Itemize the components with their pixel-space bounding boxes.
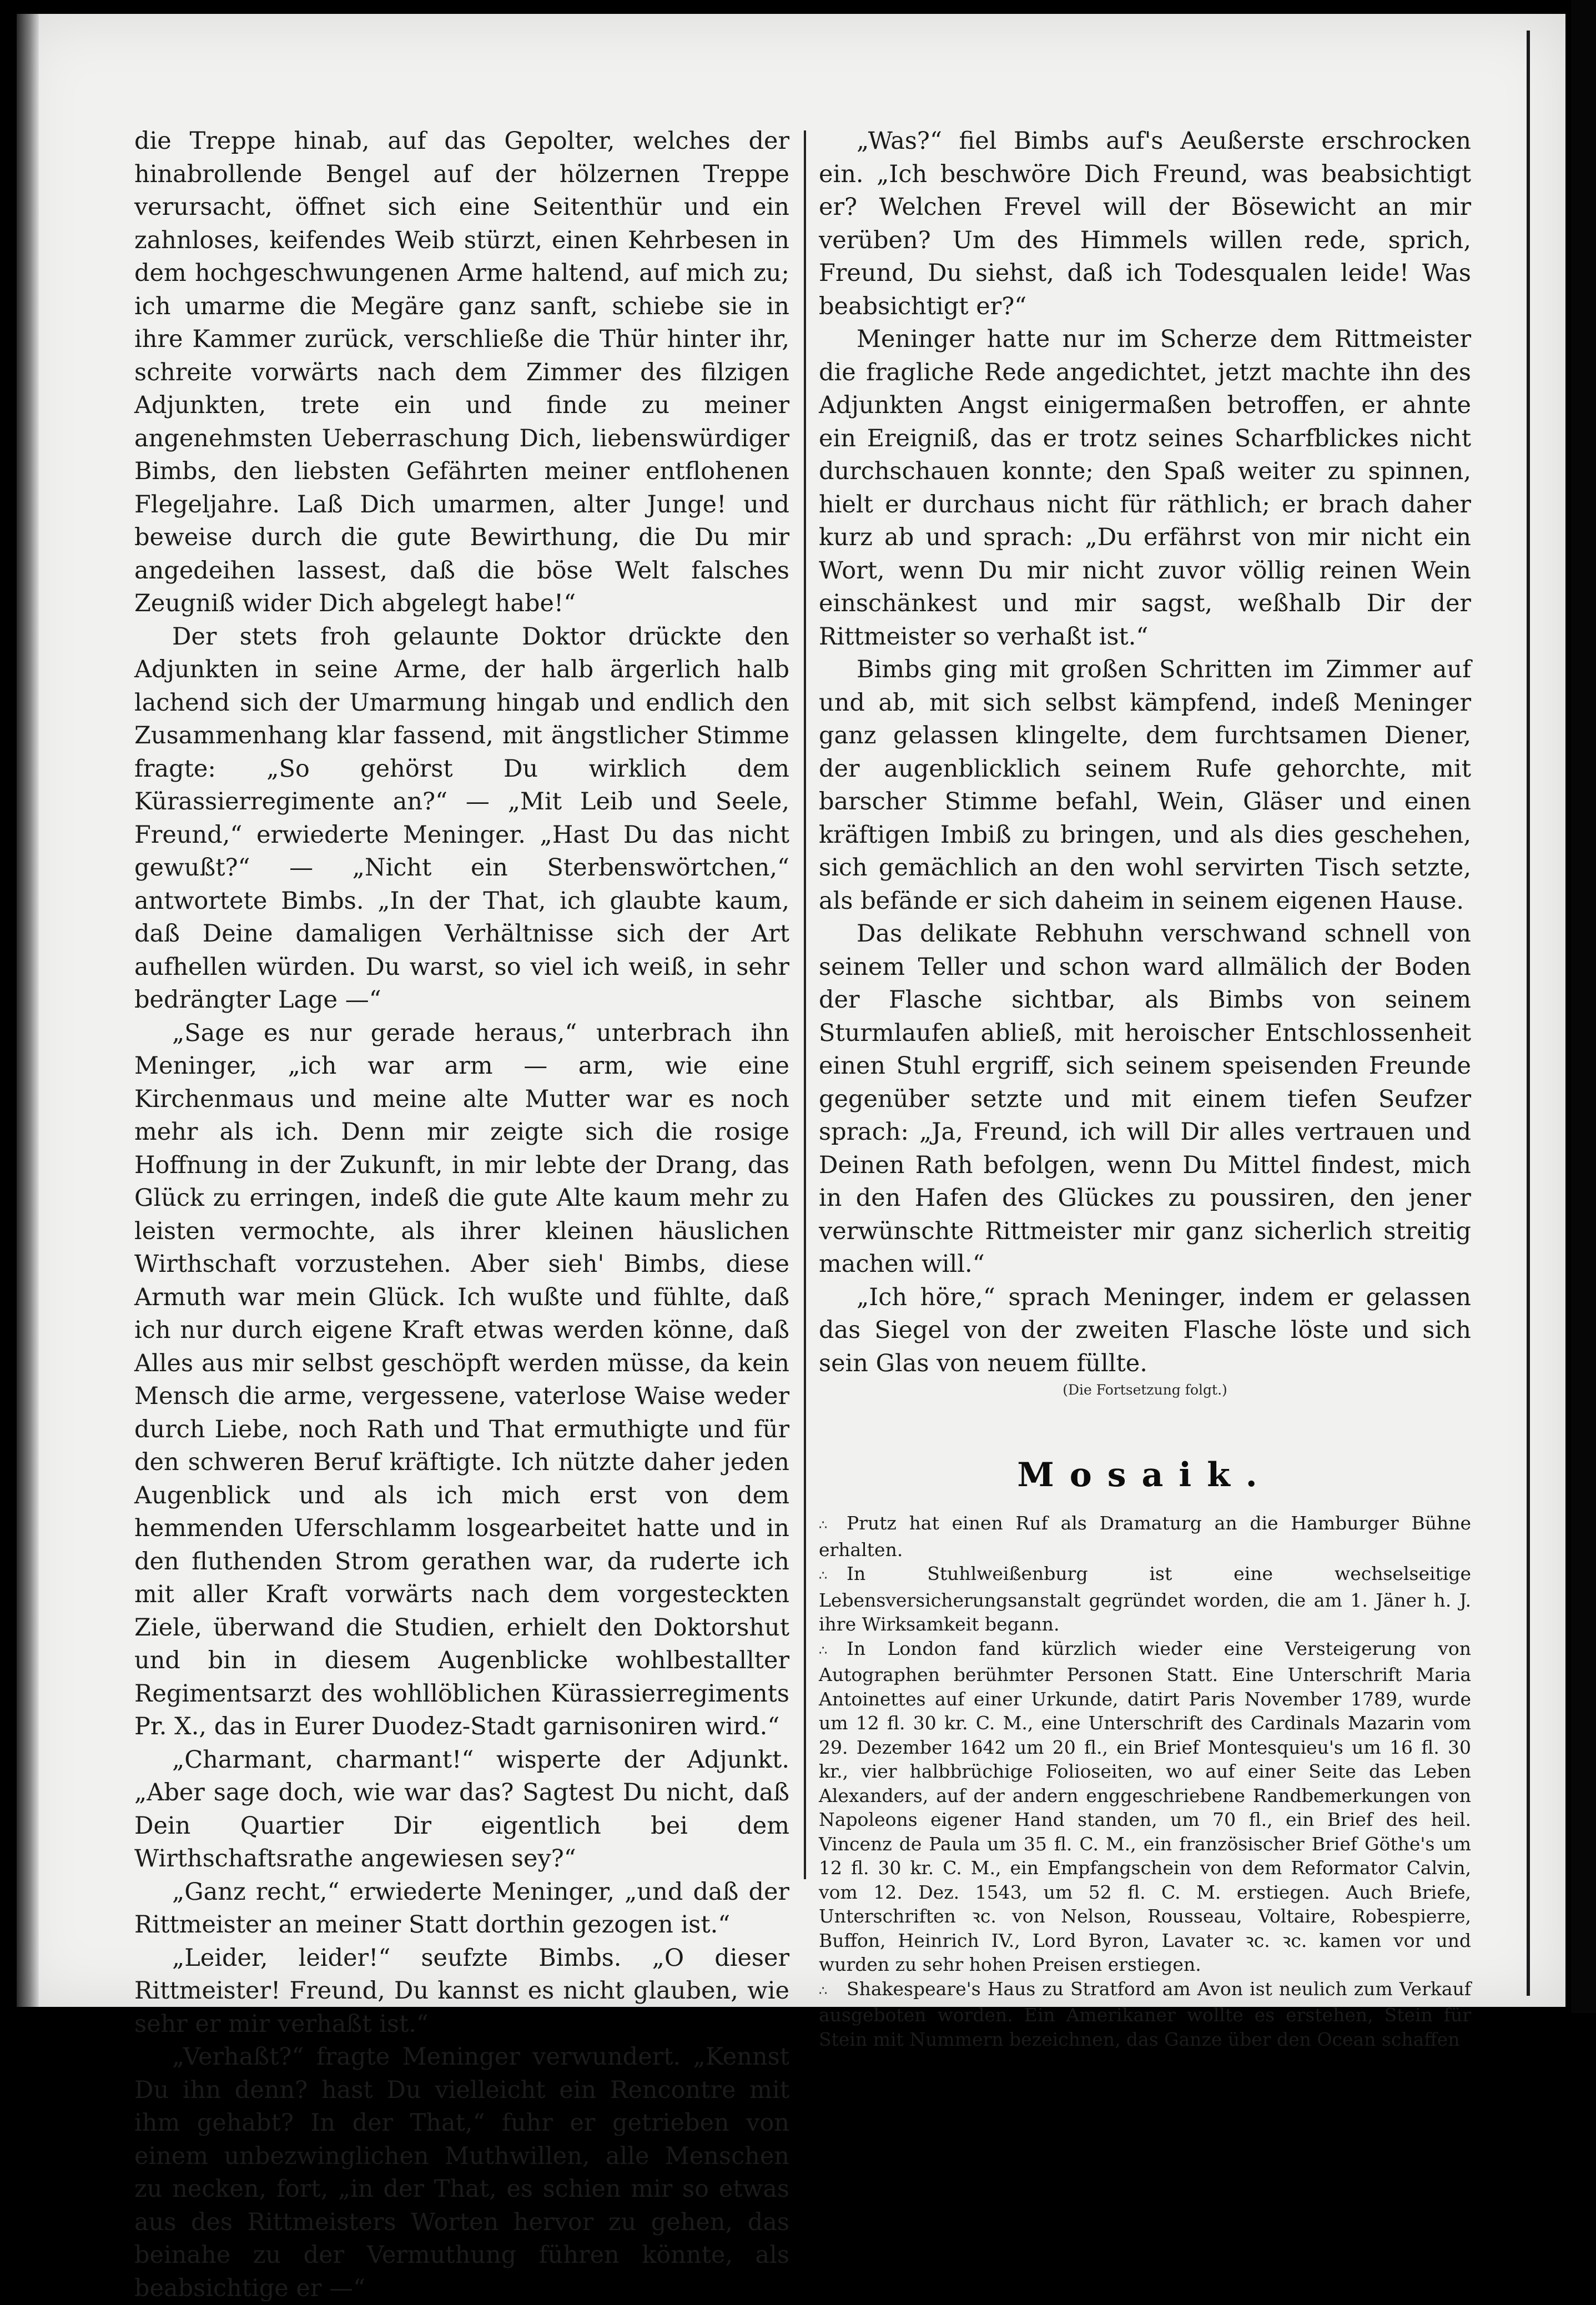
mosaic-item	[819, 1562, 1471, 1637]
newspaper-page	[17, 14, 1565, 2302]
right-paragraph-5: „Ich höre,“ sprach Meninger, indem er gelassen das Siegel von der zweiten Flasche löste und sich sein Glas von neuem füllte.	[819, 1283, 1471, 1377]
mosaic-item	[819, 1977, 1471, 2052]
mosaic-item-text: In Stuhlweißenburg ist eine wechselseitige Lebensversicherungsanstalt gegründet worden, die am 1. Jäner h. J. ihre Wirksamkeit begann.	[819, 1563, 1471, 1635]
column-divider	[804, 130, 806, 1879]
mosaic-item-text: In London fand kürzlich wieder eine Versteigerung von Autographen berühmter Personen Statt. Eine Unterschrift Maria Antoinettes auf einer Urkunde, datirt Paris November 1789, wurde um 12 fl. 30 kr. C. M., eine Unterschrift des Cardinals Mazarin vom 29. Dezember 1642 um 20 fl., ein Brief Montesquieu's um 16 fl. 30 kr., vier halbbrüchige Folioseiten, wo auf einer Seite das Leben Alexanders, auf der andern enggeschriebene Randbemerkungen von Napoleons eigener Hand standen, um 70 fl., ein Brief des heil. Vincenz de Paula um 35 fl. C. M., ein französischer Brief Göthe's um 12 fl. 30 kr. C. M., ein Empfangschein von dem Reformator Calvin, vom 12. Dez. 1543, um 52 fl. C. M. erstiegen. Auch Briefe, Unterschriften ꝛc. von Nelson, Rousseau, Voltaire, Robespierre, Buffon, Heinrich IV., Lord Byron, Lavater ꝛc. ꝛc. kamen vor und wurden zu sehr hohen Preisen erstiegen.	[819, 1637, 1471, 1975]
binding-edge	[17, 14, 39, 2007]
mosaic-item	[819, 1637, 1471, 1977]
continuation-note: (Die Fortsetzung folgt.)	[1063, 1382, 1227, 1398]
mosaic-item-text: Shakespeare's Haus zu Stratford am Avon ist neulich zum Verkauf ausgeboten worden. Ein Amerikaner wollte es erstehen, Stein für Stein mit Nummern bezeichnen, das Ganze über den Ocean schaffen	[819, 1977, 1471, 2050]
left-column	[134, 125, 789, 2305]
right-paragraph-2: Meninger hatte nur im Scherze dem Rittmeister die fragliche Rede angedichtet, jetzt machte ihn des Adjunkten Angst einigermaßen betroffen, er ahnte ein Ereigniß, das er trotz seines Scharfblickes nicht durchschauen konnte; den Spaß weiter zu spinnen, hielt er durchaus nicht für räthlich; er brach daher kurz ab und sprach: „Du erfährst von mir nicht ein Wort, wenn Du mir nicht zuvor völlig reinen Wein einschänkest und mir sagst, weßhalb Dir der Rittmeister so verhaßt ist.“	[819, 325, 1471, 651]
mosaic-section-title: Mosaik.	[1017, 1456, 1273, 1494]
right-column	[819, 125, 1471, 2051]
mosaic-bullet: ∴	[819, 1517, 828, 1533]
scan-right-edge	[1571, 0, 1596, 2013]
mosaic-bullet: ∴	[819, 1642, 828, 1658]
mosaic-item	[819, 1511, 1471, 1562]
right-paragraph-1: „Was?“ fiel Bimbs auf's Aeußerste erschrocken ein. „Ich beschwöre Dich Freund, was beabsichtigt er? Welchen Frevel will der Bösewicht an mir verüben? Um des Himmels willen rede, sprich, Freund, Du siehst, daß ich Todesqualen leide! Was beabsichtigt er?“	[819, 127, 1471, 320]
left-paragraph-3: „Sage es nur gerade heraus,“ unterbrach ihn Meninger, „ich war arm — arm, wie eine Kirchenmaus und meine alte Mutter war es noch mehr als ich. Denn mir zeigte sich die rosige Hoffnung in der Zukunft, in mir lebte der Drang, das Glück zu erringen, indeß die gute Alte kaum mehr zu leisten vermochte, als ihrer kleinen häuslichen Wirthschaft vorzustehen. Aber sieh' Bimbs, diese Armuth war mein Glück. Ich wußte und fühlte, daß ich nur durch eigene Kraft etwas werden könne, daß Alles aus mir selbst geschöpft werden müsse, da kein Mensch die arme, vergessene, vaterlose Waise weder durch Liebe, noch Rath und That ermuthigte und für den schweren Beruf kräftigte. Ich nützte daher jeden Augenblick und als ich mich erst von dem hemmenden Uferschlamm losgearbeitet hatte und in den fluthenden Strom gerathen war, da ruderte ich mit aller Kraft vorwärts nach dem vorgesteckten Ziele, überwand die Studien, erhielt den Doktorshut und bin in diesem Augenblicke wohlbestallter Regimentsarzt des wohllöblichen Kürassierregiments Pr. X., das in Eurer Duodez-Stadt garnisoniren wird.“	[134, 1019, 789, 1740]
left-paragraph-6: „Leider, leider!“ seufzte Bimbs. „O dieser Rittmeister! Freund, Du kannst es nicht glauben, wie sehr er mir verhaßt ist.“	[134, 1944, 789, 2038]
right-paragraph-4: Das delikate Rebhuhn verschwand schnell von seinem Teller und schon ward allmälich der Boden der Flasche sichtbar, als Bimbs von seinem Sturmlaufen abließ, mit heroischer Entschlossenheit einen Stuhl ergriff, sich seinem speisenden Freunde gegenüber setzte und mit einem tiefen Seufzer sprach: „Ja, Freund, ich will Dir alles vertrauen und Deinen Rath befolgen, wenn Du Mittel findest, mich in den Hafen des Glückes zu poussiren, den jener verwünschte Rittmeister mir ganz sicherlich streitig machen will.“	[819, 920, 1471, 1278]
left-paragraph-5: „Ganz recht,“ erwiederte Meninger, „und daß der Rittmeister an meiner Statt dorthin gezogen ist.“	[134, 1878, 789, 1939]
left-paragraph-4: „Charmant, charmant!“ wisperte der Adjunkt. „Aber sage doch, wie war das? Sagtest Du nicht, daß Dein Quartier Dir eigentlich bei dem Wirthschaftsrathe angewiesen sey?“	[134, 1745, 789, 1873]
left-paragraph-2: Der stets froh gelaunte Doktor drückte den Adjunkten in seine Arme, der halb ärgerlich halb lachend sich der Umarmung hingab und endlich den Zusammenhang klar fassend, mit ängstlicher Stimme fragte: „So gehörst Du wirklich dem Kürassierregimente an?“ — „Mit Leib und Seele, Freund,“ erwiederte Meninger. „Hast Du das nicht gewußt?“ — „Nicht ein Sterbenswörtchen,“ antwortete Bimbs. „In der That, ich glaubte kaum, daß Deine damaligen Verhältnisse sich der Art aufhellen würden. Du warst, so viel ich weiß, in sehr bedrängter Lage —“	[134, 622, 789, 1014]
mosaic-item-text: Prutz hat einen Ruf als Dramaturg an die Hamburger Bühne erhalten.	[819, 1512, 1471, 1561]
mosaic-bullet: ∴	[819, 1982, 828, 1999]
mosaic-bullet: ∴	[819, 1568, 828, 1583]
right-paragraph-3: Bimbs ging mit großen Schritten im Zimmer auf und ab, mit sich selbst kämpfend, indeß Meninger ganz gelassen klingelte, dem furchtsamen Diener, der augenblicklich seinem Rufe gehorchte, mit barscher Stimme befahl, Wein, Gläser und einen kräftigen Imbiß zu bringen, und als dies geschehen, sich gemächlich an den wohl servirten Tisch setzte, als befände er sich daheim in seinem eigenen Hause.	[819, 656, 1471, 915]
right-margin-rule	[1527, 31, 1530, 1996]
left-paragraph-7: „Verhaßt?“ fragte Meninger verwundert. „Kennst Du ihn denn? hast Du vielleicht ein Rencontre mit ihm gehabt? In der That,“ fuhr er getrieben von einem unbezwinglichen Muthwillen, alle Menschen zu necken, fort, „in der That, es schien mir so etwas aus des Rittmeisters Worten hervor zu gehen, das beinahe zu der Vermuthung führen könnte, als beabsichtige er —“	[134, 2043, 789, 2302]
left-paragraph-1: die Treppe hinab, auf das Gepolter, welches der hinabrollende Bengel auf der hölzernen Treppe verursacht, öffnet sich eine Seitenthür und ein zahnloses, keifendes Weib stürzt, einen Kehrbesen in dem hochgeschwungenen Arme haltend, auf mich zu; ich umarme die Megäre ganz sanft, schiebe sie in ihre Kammer zurück, verschließe die Thür hinter ihr, schreite vorwärts nach dem Zimmer des filzigen Adjunkten, trete ein und finde zu meiner angenehmsten Ueberraschung Dich, liebenswürdiger Bimbs, den liebsten Gefährten meiner entflohenen Flegeljahre. Laß Dich umarmen, alter Junge! und beweise durch die gute Bewirthung, die Du mir angedeihen lassest, daß die böse Welt falsches Zeugniß wider Dich abgelegt habe!“	[134, 127, 789, 617]
